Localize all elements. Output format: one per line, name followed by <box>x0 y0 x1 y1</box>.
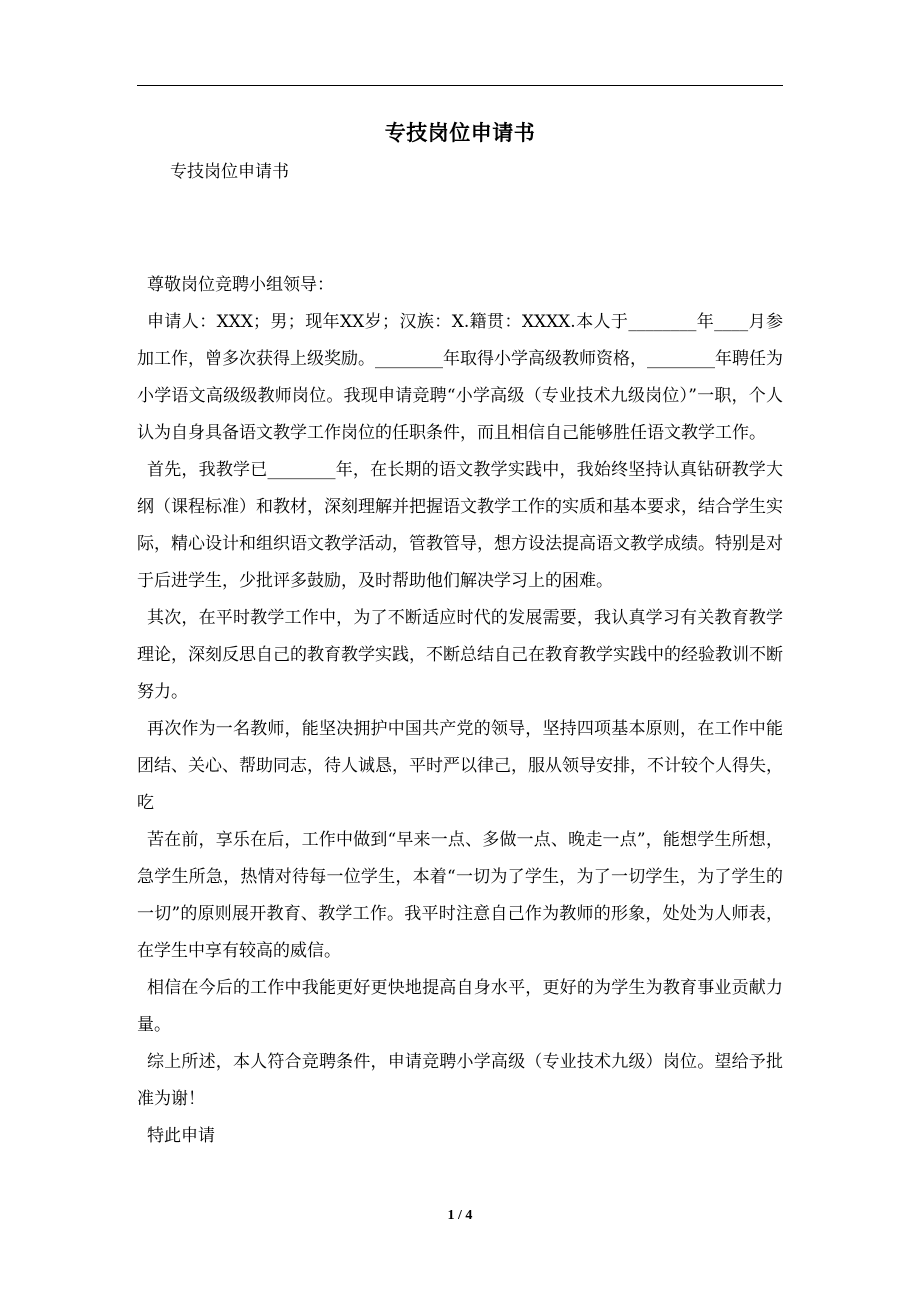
document-title: 专技岗位申请书 <box>384 120 536 145</box>
future-paragraph: 相信在今后的工作中我能更好更快地提高自身水平，更好的为学生为教育事业贡献力量。 <box>137 978 783 1035</box>
conduct-paragraph: 再次作为一名教师，能坚决拥护中国共产党的领导，坚持四项基本原则，在工作中能团结、关心、帮助同志，待人诚恳，平时严以律己，服从领导安排，不计较个人得失，吃 <box>137 719 783 813</box>
document-body <box>137 267 783 1155</box>
closing-paragraph: 特此申请 <box>147 1126 215 1146</box>
teaching-experience-paragraph: 首先，我教学已________年，在长期的语文教学实践中，我始终坚持认真钻研教学大纲（课程标准）和教材，深刻理解并把握语文教学工作的实质和基本要求，结合学生实际，精心设计和组织语文教学活动，管教管导，想方设法提高语文教学成绩。特别是对于后进学生，少批评多鼓励，及时帮助他们解决学习上的困难。 <box>137 460 783 591</box>
professional-study-paragraph: 其次，在平时教学工作中，为了不断适应时代的发展需要，我认真学习有关教育教学理论，深刻反思自己的教育教学实践，不断总结自己在教育教学实践中的经验教训不断努力。 <box>137 608 783 702</box>
document-subtitle: 专技岗位申请书 <box>170 162 289 182</box>
summary-paragraph: 综上所述，本人符合竞聘条件，申请竞聘小学高级（专业技术九级）岗位。望给予批准为谢！ <box>137 1052 783 1109</box>
page-number: 1 / 4 <box>447 1208 473 1223</box>
header-rule <box>137 85 783 86</box>
applicant-info-paragraph: 申请人：XXX；男；现年XX岁；汉族：X.籍贯：XXXX.本人于________年____月参加工作，曾多次获得上级奖励。________年取得小学高级教师资格，________年聘任为小学语文高级级教师岗位。我现申请竞聘“小学高级（专业技术九级岗位）”一职，个人认为自身具备语文教学工作岗位的任职条件，而且相信自己能够胜任语文教学工作。 <box>137 312 783 443</box>
salutation-paragraph: 尊敬岗位竞聘小组领导： <box>147 275 334 295</box>
dedication-paragraph: 苦在前，享乐在后，工作中做到“早来一点、多做一点、晚走一点”，能想学生所想，急学生所急，热情对待每一位学生，本着“一切为了学生，为了一切学生，为了学生的一切”的原则展开教育、教学工作。我平时注意自己作为教师的形象，处处为人师表，在学生中享有较高的威信。 <box>137 830 783 961</box>
